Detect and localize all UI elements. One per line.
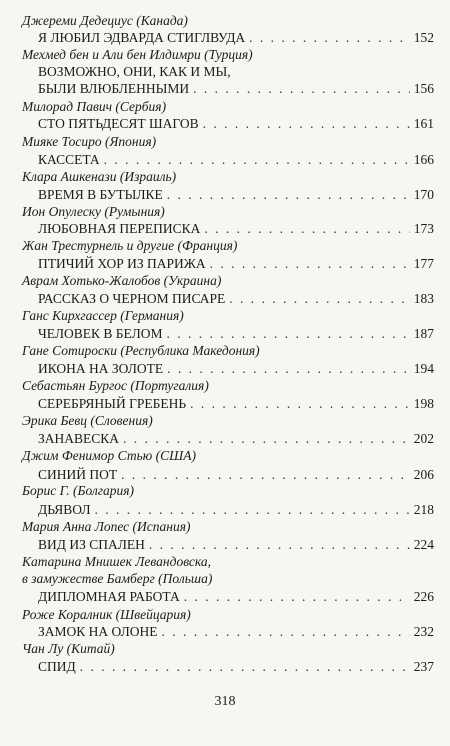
toc-entry[interactable] (38, 658, 434, 675)
leader-dots (80, 658, 410, 675)
leader-dots (229, 290, 409, 307)
page-number: 194 (413, 361, 434, 376)
leader-dots (123, 430, 410, 447)
page-number: 232 (413, 624, 434, 639)
leader-dots (167, 360, 410, 377)
author: Чан Лу (Китай) (22, 641, 115, 656)
author-line: в замужестве Бамберг (Польша) (22, 571, 213, 586)
author: Аврам Хотько-Жалобов (Украина) (22, 273, 222, 288)
entry-title: ИКОНА НА ЗОЛОТЕ (38, 361, 164, 376)
page-number: 156 (413, 81, 434, 96)
page-number: 173 (413, 221, 434, 236)
leader-dots (94, 501, 409, 518)
toc-entry[interactable] (38, 29, 434, 46)
leader-dots (184, 588, 410, 605)
entry-title: СИНИЙ ПОТ (38, 467, 118, 482)
author: Джим Фенимор Стью (США) (22, 448, 196, 463)
page-number: 202 (413, 431, 434, 446)
leader-dots (190, 395, 410, 412)
author: Мияке Тосиро (Япония) (22, 134, 157, 149)
entry-title: ЧЕЛОВЕК В БЕЛОМ (38, 326, 163, 341)
page-number: 152 (413, 30, 434, 45)
toc-entry[interactable] (38, 501, 434, 518)
author: Эрика Бевц (Словения) (22, 413, 153, 428)
entry-title: ПТИЧИЙ ХОР ИЗ ПАРИЖА (38, 256, 206, 271)
leader-dots (121, 466, 410, 483)
author: Ион Опулеску (Румыния) (22, 204, 165, 219)
toc-entry[interactable] (38, 325, 434, 342)
leader-dots (193, 80, 410, 97)
entry-title: СПИД (38, 659, 76, 674)
page-number: 237 (413, 659, 434, 674)
author: Жан Трестурнель и другие (Франция) (22, 238, 238, 253)
leader-dots (249, 29, 410, 46)
page-number: 226 (413, 589, 434, 604)
page-number: 183 (413, 291, 434, 306)
leader-dots (162, 623, 410, 640)
author: Милорад Павич (Сербия) (22, 99, 167, 114)
entry-title: ВРЕМЯ В БУТЫЛКЕ (38, 187, 163, 202)
author: Ганс Кирхгассер (Германия) (22, 308, 184, 323)
author: Катарина Мнишек Левандовска, (22, 554, 211, 569)
toc-entry[interactable] (38, 360, 434, 377)
entry-title: БЫЛИ ВЛЮБЛЕННЫМИ (38, 81, 190, 96)
page-number: 166 (413, 152, 434, 167)
author: Клара Ашкенази (Израиль) (22, 169, 177, 184)
leader-dots (203, 115, 410, 132)
page-number: 161 (413, 116, 434, 131)
author: Борис Г. (Болгария) (22, 483, 135, 498)
leader-dots (167, 325, 410, 342)
author: Мехмед бен и Али бен Илдимри (Турция) (22, 47, 253, 62)
entry-title: СЕРЕБРЯНЫЙ ГРЕБЕНЬ (38, 396, 187, 411)
entry-title: ДЬЯВОЛ (38, 502, 91, 517)
author: Мария Анна Лопес (Испания) (22, 519, 191, 534)
author: Джереми Дедециус (Канада) (22, 13, 188, 28)
entry-title: ЗАНАВЕСКА (38, 431, 120, 446)
author: Гане Сотироски (Республика Македония) (22, 343, 260, 358)
entry-title: КАССЕТА (38, 152, 100, 167)
page-number: 177 (413, 256, 434, 271)
toc-entry[interactable] (38, 430, 434, 447)
author: Себастьян Бургос (Португалия) (22, 378, 209, 393)
toc-entry[interactable] (38, 115, 434, 132)
toc-entry[interactable] (38, 536, 434, 553)
toc-entry[interactable] (38, 466, 434, 483)
author: Роже Коралник (Швейцария) (22, 607, 191, 622)
page-number: 170 (413, 187, 434, 202)
toc-entry[interactable] (38, 290, 434, 307)
page-number: 218 (413, 502, 434, 517)
toc-entry[interactable] (38, 255, 434, 272)
entry-title-line: ВОЗМОЖНО, ОНИ, КАК И МЫ, (38, 64, 231, 79)
page-number: 224 (413, 537, 434, 552)
toc-entry[interactable] (38, 220, 434, 237)
toc-entry[interactable] (38, 588, 434, 605)
page-number: 187 (413, 326, 434, 341)
leader-dots (167, 186, 410, 203)
toc-entry[interactable] (38, 395, 434, 412)
toc-entry[interactable] (38, 623, 434, 640)
toc-entry[interactable] (38, 151, 434, 168)
leader-dots (104, 151, 410, 168)
entry-title: ЛЮБОВНАЯ ПЕРЕПИСКА (38, 221, 201, 236)
leader-dots (210, 255, 410, 272)
entry-title: РАССКАЗ О ЧЕРНОМ ПИСАРЕ (38, 291, 226, 306)
leader-dots (204, 220, 409, 237)
toc-entry[interactable] (38, 80, 434, 97)
page-number: 198 (413, 396, 434, 411)
entry-title: ВИД ИЗ СПАЛЕН (38, 537, 145, 552)
folio-page-number: 318 (214, 694, 236, 709)
page-number: 206 (413, 467, 434, 482)
entry-title: Я ЛЮБИЛ ЭДВАРДА СТИГЛВУДА (38, 30, 246, 45)
entry-title: СТО ПЯТЬДЕСЯТ ШАГОВ (38, 116, 199, 131)
leader-dots (149, 536, 410, 553)
toc-entry[interactable] (38, 186, 434, 203)
entry-title: ДИПЛОМНАЯ РАБОТА (38, 589, 180, 604)
entry-title: ЗАМОК НА ОЛОНЕ (38, 624, 158, 639)
